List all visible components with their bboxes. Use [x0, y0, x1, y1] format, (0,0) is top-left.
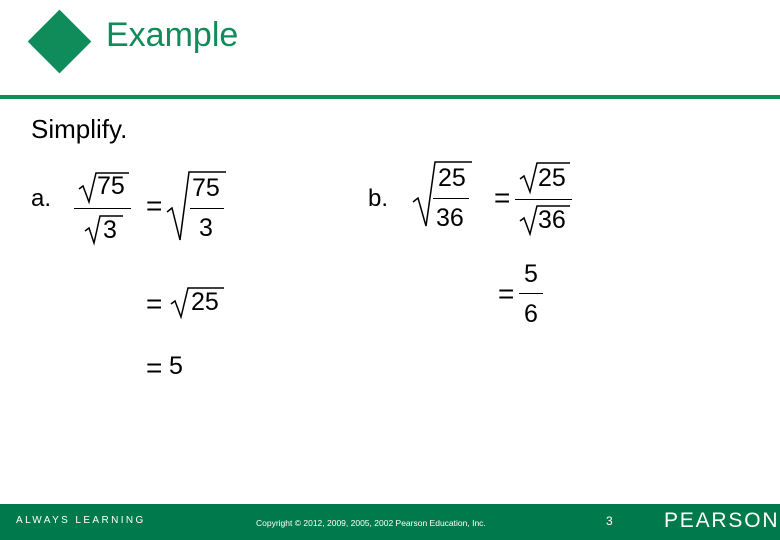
part-a-equals-1: =	[146, 190, 163, 221]
part-a-step1-denominator: 3	[103, 216, 117, 244]
part-a-step2-numerator: 75	[192, 174, 220, 202]
part-a-step2-denominator: 3	[199, 214, 213, 242]
footer-page-number: 3	[606, 514, 613, 528]
part-b-equals-2: =	[498, 278, 515, 309]
part-b-equals-1: =	[494, 182, 511, 213]
footer-copyright: Copyright © 2012, 2009, 2005, 2002 Pearson Education, Inc.	[256, 518, 486, 528]
part-b-step2-numerator: 25	[538, 164, 566, 192]
header-diamond-icon	[28, 10, 92, 74]
part-b-step1-numerator: 25	[438, 164, 466, 192]
footer-bar	[0, 504, 780, 540]
header-rule	[0, 95, 780, 99]
part-b-step1-denominator: 36	[436, 204, 464, 232]
part-b-step1-fraction-bar	[433, 198, 469, 199]
instruction-text: Simplify.	[31, 114, 128, 144]
slide-title: Example	[106, 16, 239, 54]
part-a-equals-2: =	[146, 288, 163, 319]
part-b-step2-denominator: 36	[538, 206, 566, 234]
part-b-step2-fraction-bar	[515, 199, 572, 200]
part-b-result-fraction-bar	[519, 293, 543, 294]
part-b-label: b.	[368, 185, 389, 212]
part-a-step2-fraction-bar	[190, 208, 224, 209]
part-a-step1-numerator: 75	[97, 172, 125, 200]
part-a-label: a.	[31, 185, 52, 212]
part-b-result-denominator: 6	[524, 300, 538, 328]
part-a-equals-3: =	[146, 352, 163, 383]
part-a-step1-fraction-bar	[74, 208, 131, 209]
part-a-step3-value: 25	[191, 288, 219, 316]
part-b-result-numerator: 5	[524, 260, 538, 288]
part-a-result: 5	[169, 352, 183, 380]
footer-tagline: ALWAYS LEARNING	[16, 515, 146, 526]
footer-logo: PEARSON	[664, 509, 780, 532]
